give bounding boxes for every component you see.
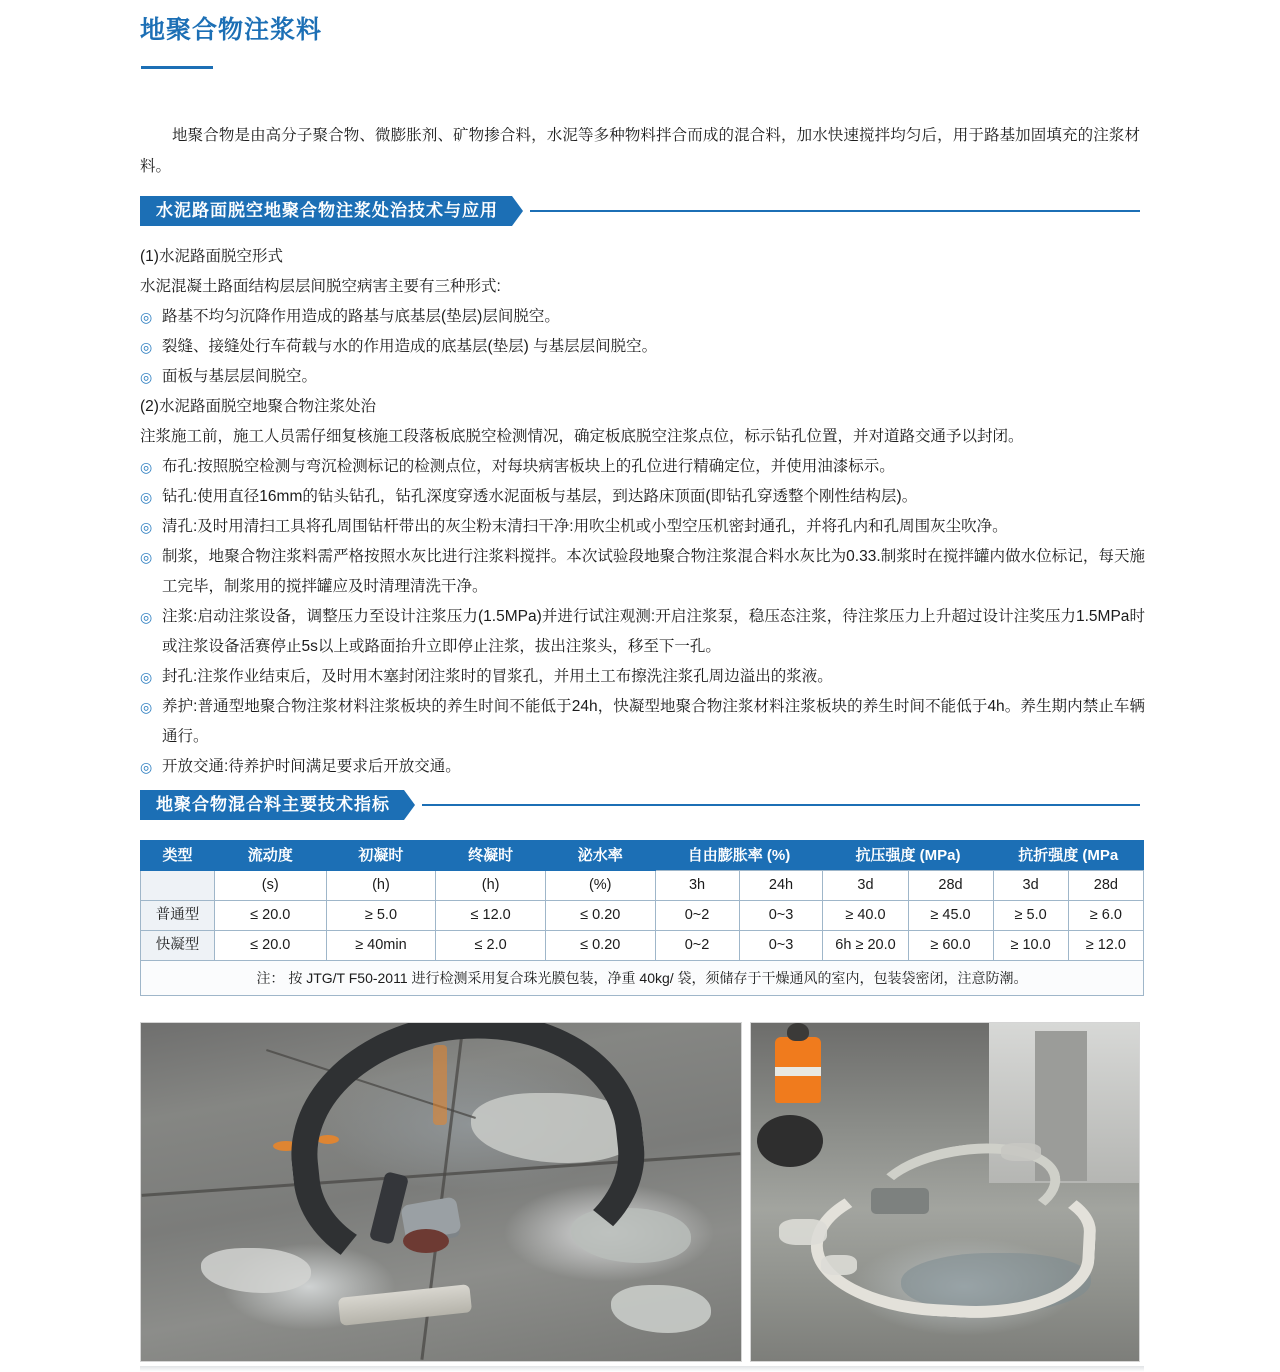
cell: ≤ 20.0 xyxy=(214,931,326,961)
cell: ≥ 40.0 xyxy=(823,901,908,931)
unit-expansion-3h: 3h xyxy=(655,871,739,901)
bullet-item: ◎ 路基不均匀沉降作用造成的路基与底基层(垫层)层间脱空。 xyxy=(140,302,1145,332)
cell: ≤ 2.0 xyxy=(436,931,546,961)
th-compressive-strength: 抗压强度 (MPa) xyxy=(823,841,993,871)
unit-initial-set: (h) xyxy=(326,871,436,901)
bullet-item: ◎ 布孔:按照脱空检测与弯沉检测标记的检测点位，对每块病害板块上的孔位进行精确定位，并使用油漆标示。 xyxy=(140,452,1145,482)
table-row xyxy=(141,931,1144,961)
unit-compressive-3d: 3d xyxy=(823,871,908,901)
bullet-item: ◎ 开放交通:待养护时间满足要求后开放交通。 xyxy=(140,752,1145,782)
section-heading-rule xyxy=(422,790,1140,820)
title-underline xyxy=(141,66,213,69)
cell: ≥ 5.0 xyxy=(326,901,436,931)
page-title: 地聚合物注浆料 xyxy=(140,16,323,44)
th-initial-set: 初凝时 xyxy=(326,841,436,871)
cell: 0~2 xyxy=(655,931,739,961)
unit-compressive-28d: 28d xyxy=(908,871,993,901)
bullet-item: ◎ 钻孔:使用直径16mm的钻头钻孔，钻孔深度穿透水泥面板与基层，到达路床顶面(即钻孔穿透整个刚性结构层)。 xyxy=(140,482,1145,512)
cell: 6h ≥ 20.0 xyxy=(823,931,908,961)
cell: ≥ 60.0 xyxy=(908,931,993,961)
cell: 0~3 xyxy=(739,901,823,931)
section-heading-label: 地聚合物混合料主要技术指标 xyxy=(140,790,404,820)
bullet-item: ◎ 制浆，地聚合物注浆料需严格按照水灰比进行注浆料搅拌。本次试验段地聚合物注浆混合料水灰比为0.33.制浆时在搅拌罐内做水位标记，每天施工完毕，制浆用的搅拌罐应及时清理清洗干净。 xyxy=(140,542,1145,602)
cell: 0~3 xyxy=(739,931,823,961)
bullet-item: ◎ 清孔:及时用清扫工具将孔周围钻杆带出的灰尘粉末清扫干净:用吹尘机或小型空压机密封通孔，并将孔内和孔周围灰尘吹净。 xyxy=(140,512,1145,542)
cell: ≥ 6.0 xyxy=(1068,901,1143,931)
row-type: 快凝型 xyxy=(141,931,215,961)
cell: ≤ 0.20 xyxy=(545,931,655,961)
cell: ≥ 12.0 xyxy=(1068,931,1143,961)
body-line: 注浆施工前，施工人员需仔细复核施工段落板底脱空检测情况，确定板底脱空注浆点位，标示钻孔位置，并对道路交通予以封闭。 xyxy=(140,428,1024,445)
intro-paragraph: 地聚合物是由高分子聚合物、微膨胀剂、矿物掺合料，水泥等多种物料拌合而成的混合料，加水快速搅拌均匀后，用于路基加固填充的注浆材料。 xyxy=(140,126,1140,175)
grouting-hose-on-concrete-pavement-photo xyxy=(140,1022,742,1362)
cell: ≤ 20.0 xyxy=(214,901,326,931)
spec-table-wrapper xyxy=(140,840,1144,996)
unit-expansion-24h: 24h xyxy=(739,871,823,901)
th-free-expansion: 自由膨胀率 (%) xyxy=(655,841,823,871)
th-flexural-strength: 抗折强度 (MPa xyxy=(993,841,1143,871)
worker-grouting-equipment-photo xyxy=(750,1022,1140,1362)
th-final-set: 终凝时 xyxy=(436,841,546,871)
section-heading-rule xyxy=(530,196,1140,226)
table-note-row xyxy=(141,961,1144,996)
bullet-item: ◎ 养护:普通型地聚合物注浆材料注浆板块的养生时间不能低于24h，快凝型地聚合物注浆材料注浆板块的养生时间不能低于4h。养生期内禁止车辆通行。 xyxy=(140,692,1145,752)
unit-flexural-3d: 3d xyxy=(993,871,1068,901)
unit-final-set: (h) xyxy=(436,871,546,901)
unit-bleeding: (%) xyxy=(545,871,655,901)
bullet-item: ◎ 封孔:注浆作业结束后，及时用木塞封闭注浆时的冒浆孔，并用土工布擦洗注浆孔周边溢出的浆液。 xyxy=(140,662,1145,692)
units-row-blank xyxy=(141,871,215,901)
body-line: 水泥混凝土路面结构层层间脱空病害主要有三种形式: xyxy=(140,278,501,295)
body-line: (2)水泥路面脱空地聚合物注浆处治 xyxy=(140,398,376,415)
cell: ≥ 45.0 xyxy=(908,901,993,931)
table-note: 注： 按 JTG/T F50-2011 进行检测采用复合珠光膜包装，净重 40kg/ 袋，须储存于干燥通风的室内，包装袋密闭，注意防潮。 xyxy=(141,961,1144,996)
cell: ≥ 40min xyxy=(326,931,436,961)
body-line: (1)水泥路面脱空形式 xyxy=(140,248,283,265)
row-type: 普通型 xyxy=(141,901,215,931)
th-type: 类型 xyxy=(141,841,215,871)
cell: ≥ 10.0 xyxy=(993,931,1068,961)
bullet-item: ◎ 裂缝、接缝处行车荷载与水的作用造成的底基层(垫层) 与基层层间脱空。 xyxy=(140,332,1145,362)
photo-gallery xyxy=(140,1022,1144,1362)
th-bleeding-rate: 泌水率 xyxy=(545,841,655,871)
cell: 0~2 xyxy=(655,901,739,931)
th-flowability: 流动度 xyxy=(214,841,326,871)
spec-table xyxy=(140,840,1144,996)
cell: ≤ 0.20 xyxy=(545,901,655,931)
table-row xyxy=(141,901,1144,931)
unit-flowability: (s) xyxy=(214,871,326,901)
section-heading-label: 水泥路面脱空地聚合物注浆处治技术与应用 xyxy=(140,196,512,226)
bullet-item: ◎ 面板与基层层间脱空。 xyxy=(140,362,1145,392)
cell: ≥ 5.0 xyxy=(993,901,1068,931)
bullet-item: ◎ 注浆:启动注浆设备，调整压力至设计注浆压力(1.5MPa)并进行试注观测:开启注浆泵，稳压态注浆，待注浆压力上升超过设计注奖压力1.5MPa时或注浆设备活赛停止5s以上或路面抬升立即停止注浆，拔出注浆头，移至下一孔。 xyxy=(140,602,1145,662)
unit-flexural-28d: 28d xyxy=(1068,871,1143,901)
section-heading-technology xyxy=(140,196,1140,226)
table-header-row xyxy=(141,841,1144,871)
table-units-row xyxy=(141,871,1144,901)
page-bottom-edge xyxy=(140,1366,1144,1372)
cell: ≤ 12.0 xyxy=(436,901,546,931)
section-heading-spec-table xyxy=(140,790,1140,820)
technology-body xyxy=(140,242,1145,782)
